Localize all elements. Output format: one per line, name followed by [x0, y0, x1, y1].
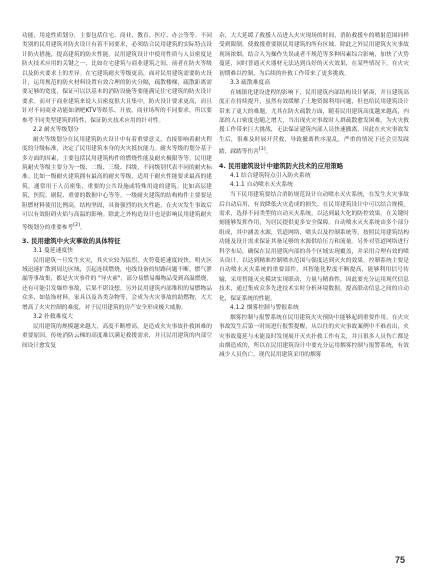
paragraph-end: 。: [79, 224, 86, 231]
paragraph: 功能、用途性质划分，主要包括住宅、商业、教育、医疗、办公等等。不同类别的民用建筑对防火设计有着不同要求，必须结合民用建筑的实际特点设计防火措施，提高建筑的防火性能。民用建筑设计中使用性质与人员密度是防火技术应用的关键之一，比如在宅建筑与商业建筑之间，前者在防火等级以及防火要求上的差异。在宅建筑耐火等级更高，面对民用建筑需要防火设计，运用规范的防火材料设置有效合理的防火分隔，疏散楼梯，疏散距离需要足够的宽度，保证可以以基本的消防设施等要能满足住宅建筑的防火设计要求。而对于商业建筑来说人员密度很大且集中，防火设计要求更高，而且针对不同商业功能如酒吧KTV等娱乐、开放，商业场所的不同要求，所以要参考不同类型建筑的特性，保证防火技术应用的针对性。: [22, 33, 212, 124]
subsection-heading-3-2: 3.2 扑救难度大: [33, 314, 74, 321]
paragraph: 民用建筑一旦发生火灾，其火灾较为猛烈、火势蔓延速度较快，明火区域迅速扩散到周边区域，引起连续燃烧，电线设备的短路问题不断，燃气泄漏等事故集，都是火灾事件的 "导火索"，部分易燃易爆物品受到高温燃烧，还有可能引发爆炸事故，后果不堪设想。另外民用建筑内部堆积的易燃物品众多，如装饰材料，家具以及各类杂物等，会成为火灾事故的助燃物，大大增高了火灾控制的难度，对于民用建筑的房产安全形成极大威胁。: [22, 257, 212, 311]
paragraph: 当下民用建筑要结合消防规范设计自动喷水灭火系统，在发生火灾事故后自动启用，有效降低火灾造成的损失。在民用建筑设计中可以结合规模，需求，选择不同类型的自动灭火系统，以达到最大化的防控效果。在关键时刻能够发挥作用，为居民提供更多安全保障。自动喷水灭火系统由多个部分组成，其中涵盖水源，管道网络，喷头以及控制系统等，按照民用建筑结构功能及设计需求保证其备足够的水源供给压力和流量。另外对管道网络进行科学布局，确保在民用建筑内部的各个区域实现覆盖，并采用合理有效的喷头设计，以达到精准控制喷水范围与强度达到灭火的效果。控制系统主要是自动喷水灭火系统的重要部件，其智能化程度不断提高，能够利用信号传输，采用智能灭火模块实现联动，力量与精准性，因此要充分运用现代信息技术，通过集成众多先进技术实时分析环境数据，提高联动信息之间的自动化，保证系统的性能。: [219, 192, 409, 302]
subsection-heading-4-1-2: 4.1.2 烟雾控制与警报系统: [230, 305, 299, 312]
page-number: 75: [394, 555, 405, 565]
paragraph: 杂，大大延缓了救援人员进入火灾现场的时间，消防救援车的喷射范围同样受到限制，使救援重要据民用建筑的所有区域。除此之外民用建筑火灾事故现场浓烟，结合人为操作失误或者不规范等多种因素综合影响，加快了火势蔓延，同时普通灭火器材无法达到良好的灭火效果，在某些情况下，在火灾初期难以控制，为后续的扑救工作带来了更多挑战。: [219, 33, 409, 77]
paragraph: [22, 136, 212, 233]
citation-marker: [2]: [73, 222, 80, 228]
citation-marker: [3]: [258, 147, 266, 153]
section-heading-4: 4. 民用建筑设计中建筑防火技术的应用策略: [219, 161, 344, 170]
section-heading-3: 3. 民用建筑中火灾事故的具体特征: [22, 236, 121, 245]
subsection-heading-4-1-1: 4.1.1 自动喷水灭火系统: [230, 182, 293, 189]
paragraph-text: 耐火等级划分在民用建筑防火设计中有着重要意义，直接影响着耐火程度的分级标准，决定了民用建筑本身的火灾抵抗能力。耐火等级的划分基于多方面的因素，主要包括民用建筑构件的燃烧性能及耐火极限等等。民用建筑耐火等级主要分为一级、二级、三级、四级，不同级别代表不同的耐火标准。比如一级耐火建筑拥有最高的耐火等级，适用于耐火性能要求最高的建筑，通常用于人员密集、重要的公共设施或特殊用途的建筑。比如高层建筑、医院、剧院、重要的数据中心等等。一级耐火建筑的结构构件主要要是阻燃材料使用比例高，结构坚固，具备强烈的抗火性能，在火灾发生事故后可以有效阻碍火焰与高温的影响。除此之外构造设计也是影响民用建筑耐火等级划分的重要参考: [22, 136, 212, 231]
paragraph-text: 在城镇化建设进程的影响下，民用建筑内部结构设计紧凑，并且建筑高度正在持续提升，虽然有效缓解了土地资源利用问题，但也给民用建筑设计带来了更大的难题，尤其在防火疏散方面，随着民用建筑高度越来越高，内部的人口密度也随之增大，当出现火灾事故时人群疏散愈发困难，为火灾救援工作带来巨大挑战，无法保证建筑内部人员快速撤离，因此在火灾事故发生后，很难及时展开营救，导致撤离秩序混乱，严重的情况下还会引发踩踏，踩踏等伤害: [219, 89, 409, 156]
paragraph-end: 。: [265, 149, 272, 156]
paragraph: [219, 89, 409, 158]
left-column: [22, 32, 212, 351]
subsection-heading-3-3: 3.3 疏散难度高: [230, 80, 271, 87]
right-column: [219, 32, 409, 361]
subsection-heading-2-2: 2.2 耐火等级划分: [33, 127, 79, 134]
paragraph: 民用建筑的规模越来越大，高度不断增高，是造成火灾事故扑救困难的重要原因。传统消防云梯的高度难以满足救援需求，并且民用建筑的内部空间设计愈发复: [22, 323, 212, 349]
paragraph: 烟雾控制与报警系统在民用建筑火灾预防中能够起到重要作用。在火灾事故发生后第一时间进行报警提醒，从以往的火灾事故案例中不难看出，火灾事故蔓延与未能及时发现展开灭火扑救工作有关，并且很多人员伤亡都是由烟造成的，所以在民用建筑设计中要充分运用烟雾控制与报警系统，有效减少人员伤亡。现代民用建筑采用的烟雾: [219, 314, 409, 359]
subsection-heading-3-1: 3.1 蔓延速度快: [33, 247, 74, 254]
subsection-heading-4-1: 4.1 结合建筑特点引入防火系统: [230, 172, 311, 179]
